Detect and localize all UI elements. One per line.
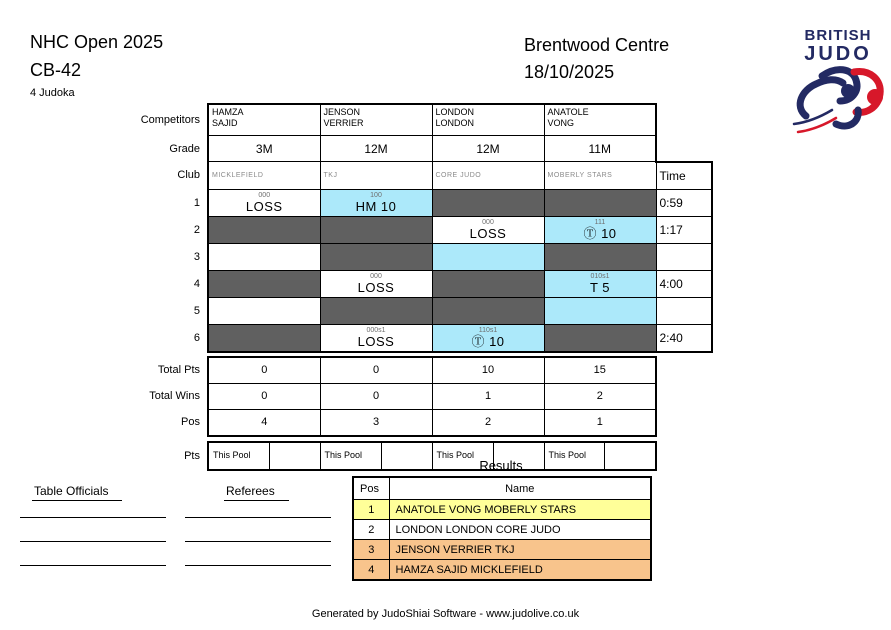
grade-cell: 3M <box>208 136 320 162</box>
signature-line <box>185 517 331 518</box>
pts-cell <box>208 442 320 470</box>
match-cell <box>544 243 656 270</box>
score-code: 000 <box>482 218 494 226</box>
match-row-2 <box>2 216 712 243</box>
total-wins-cell: 1 <box>432 383 544 409</box>
signature-line <box>20 565 166 566</box>
score-code: 110s1 <box>478 326 498 334</box>
result-name: JENSON VERRIER TKJ <box>389 540 651 560</box>
match-time <box>656 243 712 270</box>
score-result: HM 10 <box>355 198 397 214</box>
results-table <box>352 476 652 581</box>
score-code: 010s1 <box>590 272 610 280</box>
event-title: NHC Open 2025 <box>30 32 164 52</box>
score-code: 000s1 <box>366 326 386 334</box>
signature-line <box>185 541 331 542</box>
referees-heading: Referees <box>224 484 289 501</box>
row-label-competitors: Competitors <box>140 113 200 126</box>
score-result: LOSS <box>357 333 395 349</box>
score-code: 000 <box>370 272 382 280</box>
result-name: HAMZA SAJID MICKLEFIELD <box>389 560 651 581</box>
match-cell <box>320 270 432 297</box>
match-time: 0:59 <box>656 189 712 216</box>
venue-name: Brentwood Centre <box>524 35 670 55</box>
score-code: 100 <box>370 191 382 199</box>
grade-cell: 12M <box>320 136 432 162</box>
score-result: LOSS <box>469 225 507 241</box>
result-name: ANATOLE VONG MOBERLY STARS <box>389 500 651 520</box>
grade-cell: 11M <box>544 136 656 162</box>
match-cell <box>432 216 544 243</box>
row-label-total-wins: Total Wins <box>149 390 200 402</box>
results-header-name: Name <box>389 477 651 500</box>
results-title: Results <box>479 458 523 473</box>
result-pos: 3 <box>353 540 389 560</box>
match-cell <box>320 216 432 243</box>
match-cell <box>208 324 320 352</box>
row-label-grade: Grade <box>169 142 200 155</box>
match-cell <box>320 243 432 270</box>
total-wins-cell: 0 <box>208 383 320 409</box>
match-number: 6 <box>193 331 200 344</box>
competitor-name: JENSON VERRIER <box>320 104 432 136</box>
match-row-3 <box>2 243 712 270</box>
match-cell <box>208 216 320 243</box>
time-header: Time <box>656 162 712 190</box>
result-name: LONDON LONDON CORE JUDO <box>389 520 651 540</box>
signature-line <box>20 541 166 542</box>
this-pool-box: This Pool <box>433 443 494 469</box>
match-time: 1:17 <box>656 216 712 243</box>
score-result: Ⓣ 10 <box>583 225 617 241</box>
match-row-4 <box>2 270 712 297</box>
club-cell: MOBERLY STARS <box>544 162 656 190</box>
match-cell <box>544 324 656 352</box>
match-number: 5 <box>193 304 200 317</box>
result-pos: 1 <box>353 500 389 520</box>
match-cell <box>544 189 656 216</box>
match-cell <box>544 270 656 297</box>
match-cell <box>432 324 544 352</box>
result-row <box>353 500 651 520</box>
result-row <box>353 540 651 560</box>
match-number: 3 <box>193 250 200 263</box>
match-cell <box>320 324 432 352</box>
club-row <box>2 162 712 190</box>
this-pool-box: This Pool <box>545 443 606 469</box>
score-result: LOSS <box>245 198 283 214</box>
score-result: LOSS <box>357 279 395 295</box>
row-label-pos: Pos <box>181 416 200 429</box>
pool-table <box>2 103 713 471</box>
match-time: 2:40 <box>656 324 712 352</box>
row-label-pts: Pts <box>184 449 200 462</box>
match-number: 4 <box>193 277 200 290</box>
total-wins-row <box>2 383 712 409</box>
logo-text-british: BRITISH <box>804 27 872 44</box>
result-pos: 2 <box>353 520 389 540</box>
match-number: 2 <box>193 223 200 236</box>
signature-line <box>20 517 166 518</box>
judo-figure-icon <box>790 64 886 142</box>
total-wins-cell: 0 <box>320 383 432 409</box>
category-code: CB-42 <box>30 60 82 80</box>
score-code: 111 <box>594 218 606 226</box>
club-cell: CORE JUDO <box>432 162 544 190</box>
event-date: 18/10/2025 <box>524 62 615 82</box>
match-cell <box>432 297 544 324</box>
match-number: 1 <box>193 196 200 209</box>
grade-row <box>2 136 712 162</box>
match-cell <box>320 189 432 216</box>
competitor-name: ANATOLE VONG <box>544 104 656 136</box>
result-pos: 4 <box>353 560 389 581</box>
total-wins-cell: 2 <box>544 383 656 409</box>
competitor-name: HAMZA SAJID <box>208 104 320 136</box>
pos-cell: 4 <box>208 409 320 436</box>
results-header-row <box>353 477 651 500</box>
score-result: Ⓣ 10 <box>471 333 505 349</box>
match-cell <box>432 189 544 216</box>
result-row <box>353 560 651 581</box>
match-cell <box>432 270 544 297</box>
judoka-count: 4 Judoka <box>30 87 75 99</box>
match-time <box>656 297 712 324</box>
signature-line <box>185 565 331 566</box>
total-pts-cell: 0 <box>208 357 320 384</box>
result-row <box>353 520 651 540</box>
row-label-total-pts: Total Pts <box>157 363 200 376</box>
total-pts-cell: 0 <box>320 357 432 384</box>
total-pts-cell: 15 <box>544 357 656 384</box>
total-pts-row <box>2 357 712 384</box>
club-cell: MICKLEFIELD <box>208 162 320 190</box>
club-cell: TKJ <box>320 162 432 190</box>
logo-text-judo: JUDO <box>804 43 872 65</box>
row-label-club: Club <box>177 169 200 182</box>
pos-row <box>2 409 712 436</box>
this-pool-box: This Pool <box>209 443 270 469</box>
match-time: 4:00 <box>656 270 712 297</box>
footer-credit: Generated by JudoShiai Software - www.judolive.co.uk <box>311 608 580 620</box>
results-header-pos: Pos <box>353 477 389 500</box>
score-code: 000 <box>258 191 271 199</box>
competitors-row <box>2 104 712 136</box>
this-pool-box: This Pool <box>321 443 382 469</box>
match-cell <box>320 297 432 324</box>
pos-cell: 1 <box>544 409 656 436</box>
match-cell <box>208 243 320 270</box>
match-cell <box>208 189 320 216</box>
pos-cell: 3 <box>320 409 432 436</box>
match-row-6 <box>2 324 712 352</box>
match-cell <box>544 216 656 243</box>
total-pts-cell: 10 <box>432 357 544 384</box>
match-cell <box>208 297 320 324</box>
competitor-name: LONDON LONDON <box>432 104 544 136</box>
match-cell <box>544 297 656 324</box>
grade-cell: 12M <box>432 136 544 162</box>
pos-cell: 2 <box>432 409 544 436</box>
score-result: T 5 <box>589 279 611 295</box>
pts-blank-box <box>270 443 320 469</box>
british-judo-logo <box>790 28 886 146</box>
table-officials-heading: Table Officials <box>32 484 122 501</box>
match-row-1 <box>2 189 712 216</box>
match-cell <box>432 243 544 270</box>
match-row-5 <box>2 297 712 324</box>
match-cell <box>208 270 320 297</box>
